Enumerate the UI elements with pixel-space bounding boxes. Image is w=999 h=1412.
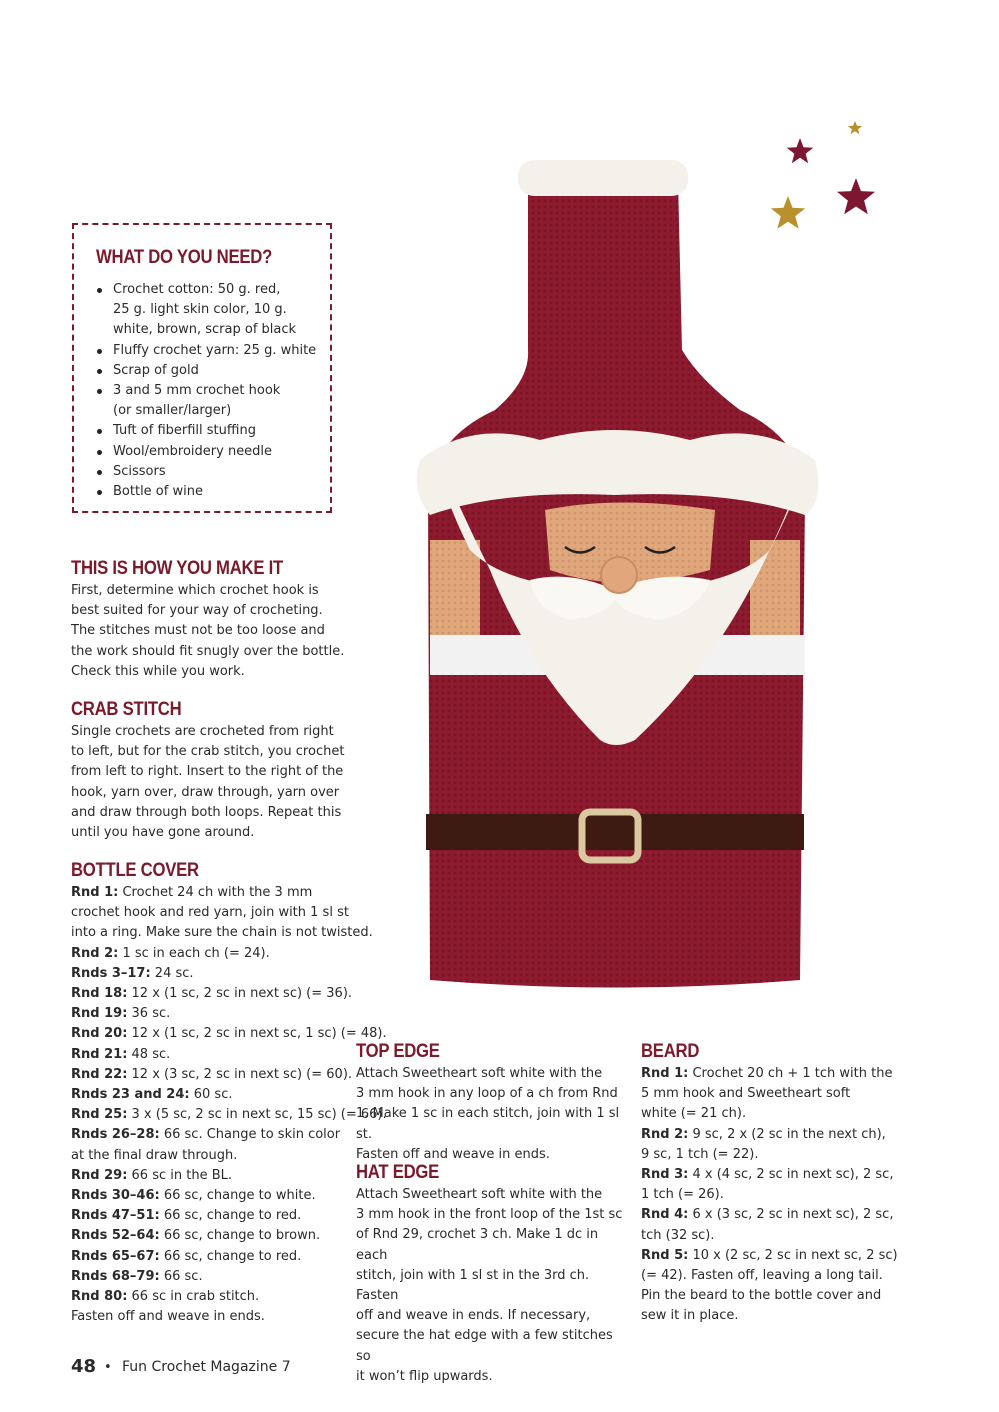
round-label: Rnd 1:	[71, 885, 119, 900]
top-edge-heading: TOP EDGE	[356, 1041, 440, 1062]
bottle-cover-line	[71, 1206, 346, 1226]
round-label: Rnds 47–51:	[71, 1208, 160, 1224]
round-text: Fasten off and weave in ends.	[71, 1309, 265, 1325]
bottle-cover-line	[71, 883, 346, 903]
round-text: 5 mm hook and Sweetheart soft	[641, 1086, 851, 1102]
bottle-cover-line	[71, 984, 353, 1004]
round-text: 66 sc, change to white.	[159, 1188, 316, 1204]
round-text: 66 sc in crab stitch.	[127, 1289, 260, 1305]
round-text: 1 sc in each ch (= 24).	[118, 945, 270, 961]
beard-line	[641, 1084, 911, 1104]
round-label: Rnd 19:	[71, 1006, 128, 1022]
bottle-cover-line	[71, 1166, 346, 1186]
round-label: Rnds 26–28:	[71, 1127, 160, 1143]
round-text: 24 sc.	[150, 965, 194, 981]
bottle-cover-line	[71, 1307, 346, 1327]
round-text: sew it in place.	[641, 1308, 739, 1324]
round-label: Rnd 29:	[71, 1167, 128, 1183]
round-text: Crochet 24 ch with the 3 mm	[118, 885, 313, 900]
beard-line	[641, 1125, 911, 1145]
beard-line	[641, 1145, 911, 1165]
bottle-cover-heading: BOTTLE COVER	[71, 860, 199, 881]
magazine-title: Fun Crochet Magazine 7	[122, 1359, 291, 1375]
page-number: 48	[71, 1356, 97, 1377]
materials-list-item: Wool/embroidery needle	[96, 442, 326, 462]
santa-bottle-cover-photo	[410, 150, 830, 1000]
beard-line	[641, 1226, 911, 1246]
round-text: 60 sc.	[189, 1087, 233, 1103]
materials-list-item: Bottle of wine	[96, 482, 326, 502]
round-text: into a ring. Make sure the chain is not twisted.	[71, 925, 373, 941]
round-label: Rnd 25:	[71, 1107, 128, 1123]
round-text: 12 x (1 sc, 2 sc in next sc) (= 36).	[127, 986, 353, 1002]
beard-line	[641, 1185, 911, 1205]
bottle-cover-line	[71, 903, 349, 923]
bottle-cover-line	[71, 1004, 346, 1024]
round-label: Rnd 22:	[71, 1066, 128, 1082]
bottle-cover-line	[71, 944, 346, 964]
round-label: Rnd 18:	[71, 986, 128, 1002]
beard-line	[641, 1306, 911, 1326]
round-text: 9 sc, 1 tch (= 22).	[641, 1146, 759, 1162]
materials-list-item: 3 and 5 mm crochet hook (or smaller/larger)	[96, 381, 326, 421]
materials-list-item: Tuft of fiberfill stuffing	[96, 421, 326, 441]
round-label: Rnd 1:	[641, 1066, 689, 1081]
nose	[601, 557, 637, 593]
beard-line	[641, 1266, 911, 1286]
beard-line	[641, 1286, 911, 1306]
round-text: 6 x (3 sc, 2 sc in next sc), 2 sc,	[688, 1207, 894, 1223]
round-label: Rnds 30–46:	[71, 1188, 160, 1204]
hat-edge-heading: HAT EDGE	[356, 1162, 440, 1183]
round-text: 66 sc, change to red.	[159, 1208, 302, 1224]
beard-line	[641, 1246, 911, 1266]
round-label: Rnds 68–79:	[71, 1268, 160, 1284]
footer-bullet: •	[104, 1360, 112, 1375]
beard-instructions	[641, 1064, 911, 1327]
top-edge-fluff	[518, 160, 688, 196]
round-text: 66 sc, change to red.	[159, 1248, 302, 1264]
round-text: Crochet 20 ch + 1 tch with the	[688, 1066, 893, 1081]
round-label: Rnd 2:	[71, 945, 119, 961]
round-text: at the final draw through.	[71, 1147, 238, 1163]
round-label: Rnd 2:	[641, 1126, 689, 1142]
round-label: Rnds 65–67:	[71, 1248, 160, 1264]
belt	[426, 814, 804, 850]
beard-line	[641, 1064, 911, 1084]
round-text: 12 x (3 sc, 2 sc in next sc) (= 60).	[127, 1066, 353, 1082]
round-text: tch (32 sc).	[641, 1227, 715, 1243]
round-text: 10 x (2 sc, 2 sc in next sc, 2 sc)	[688, 1247, 898, 1263]
bottle-cover-line	[71, 1247, 346, 1267]
beard-line	[641, 1205, 911, 1225]
round-label: Rnd 3:	[641, 1167, 689, 1183]
round-text: 66 sc in the BL.	[127, 1167, 232, 1183]
crab-text: Single crochets are crocheted from right to left, but for the crab stitch, you crochet from left to right. Insert to the right of the hook, yarn over, draw through, yarn over and draw through both loops. Repeat this until you have gone around.	[71, 724, 345, 841]
materials-heading: WHAT DO YOU NEED?	[96, 247, 273, 268]
round-label: Rnds 3–17:	[71, 965, 151, 981]
how-text: First, determine which crochet hook is best suited for your way of crocheting. The stitches must not be too loose and the work should fit snugly over the bottle. Check this while you work.	[71, 583, 345, 679]
bottle-cover-line	[71, 964, 346, 984]
bottle-cover-line	[71, 1045, 346, 1065]
materials-list	[96, 280, 326, 502]
round-label: Rnds 23 and 24:	[71, 1087, 190, 1103]
bottle-cover-line	[71, 1186, 346, 1206]
round-text: 9 sc, 2 x (2 sc in the next ch),	[688, 1126, 886, 1142]
round-text: 48 sc.	[127, 1046, 171, 1062]
round-label: Rnds 52–64:	[71, 1228, 160, 1244]
hat-edge-text: Attach Sweetheart soft white with the 3 mm hook in the front loop of the 1st sc of Rnd 29, crochet 3 ch. Make 1 dc in each stitch, join with 1 sl st in the 3rd ch. Fasten off and weave in ends. If necessary, secure the hat edge with a few stitches so it won’t flip upwards.	[356, 1187, 623, 1384]
round-label: Rnd 4:	[641, 1207, 689, 1223]
round-label: Rnd 5:	[641, 1247, 689, 1263]
bottle-cover-line	[71, 1085, 346, 1105]
round-label: Rnd 80:	[71, 1289, 128, 1305]
beard-heading: BEARD	[641, 1041, 700, 1062]
bottle-cover-line	[71, 1024, 387, 1044]
round-label: Rnd 21:	[71, 1046, 128, 1062]
bottle-cover-line	[71, 923, 373, 943]
materials-list-item: Scrap of gold	[96, 361, 326, 381]
round-text: 36 sc.	[127, 1006, 171, 1022]
bottle-cover-line	[71, 1105, 387, 1125]
bottle-cover-instructions	[71, 883, 387, 1327]
bottle-cover-line	[71, 1267, 346, 1287]
bottle-cover-line	[71, 1125, 346, 1145]
round-text: 4 x (4 sc, 2 sc in next sc), 2 sc,	[688, 1167, 894, 1183]
round-text: 3 x (5 sc, 2 sc in next sc, 15 sc) (= 66).	[127, 1107, 387, 1123]
round-text: 66 sc. Change to skin color	[159, 1127, 341, 1143]
star-icon	[837, 178, 875, 214]
round-text: Pin the beard to the bottle cover and	[641, 1288, 882, 1304]
round-text: crochet hook and red yarn, join with 1 sl st	[71, 905, 349, 921]
materials-list-item: Crochet cotton: 50 g. red, 25 g. light skin color, 10 g. white, brown, scrap of black	[96, 280, 326, 341]
how-heading: THIS IS HOW YOU MAKE IT	[71, 558, 283, 579]
materials-list-item: Fluffy crochet yarn: 25 g. white	[96, 341, 326, 361]
star-icon	[848, 121, 862, 134]
bottle-cover-line	[71, 1146, 346, 1166]
bottle-cover-line	[71, 1226, 346, 1246]
materials-list-item: Scissors	[96, 462, 326, 482]
round-text: white (= 21 ch).	[641, 1106, 747, 1122]
top-edge-text: Attach Sweetheart soft white with the 3 mm hook in any loop of a ch from Rnd 1. Make 1 sc in each stitch, join with 1 sl st. Fasten off and weave in ends.	[356, 1066, 620, 1162]
round-text: 66 sc.	[159, 1268, 203, 1284]
beard-line	[641, 1165, 911, 1185]
crab-heading: CRAB STITCH	[71, 699, 182, 720]
round-text: 1 tch (= 26).	[641, 1187, 724, 1203]
bottle-cover-line	[71, 1065, 353, 1085]
bottle-cover-line	[71, 1287, 346, 1307]
round-text: (= 42). Fasten off, leaving a long tail.	[641, 1268, 883, 1284]
round-text: 66 sc, change to brown.	[159, 1228, 321, 1244]
round-label: Rnd 20:	[71, 1026, 128, 1042]
round-text: 12 x (1 sc, 2 sc in next sc, 1 sc) (= 48).	[127, 1026, 387, 1042]
beard-line	[641, 1104, 911, 1124]
